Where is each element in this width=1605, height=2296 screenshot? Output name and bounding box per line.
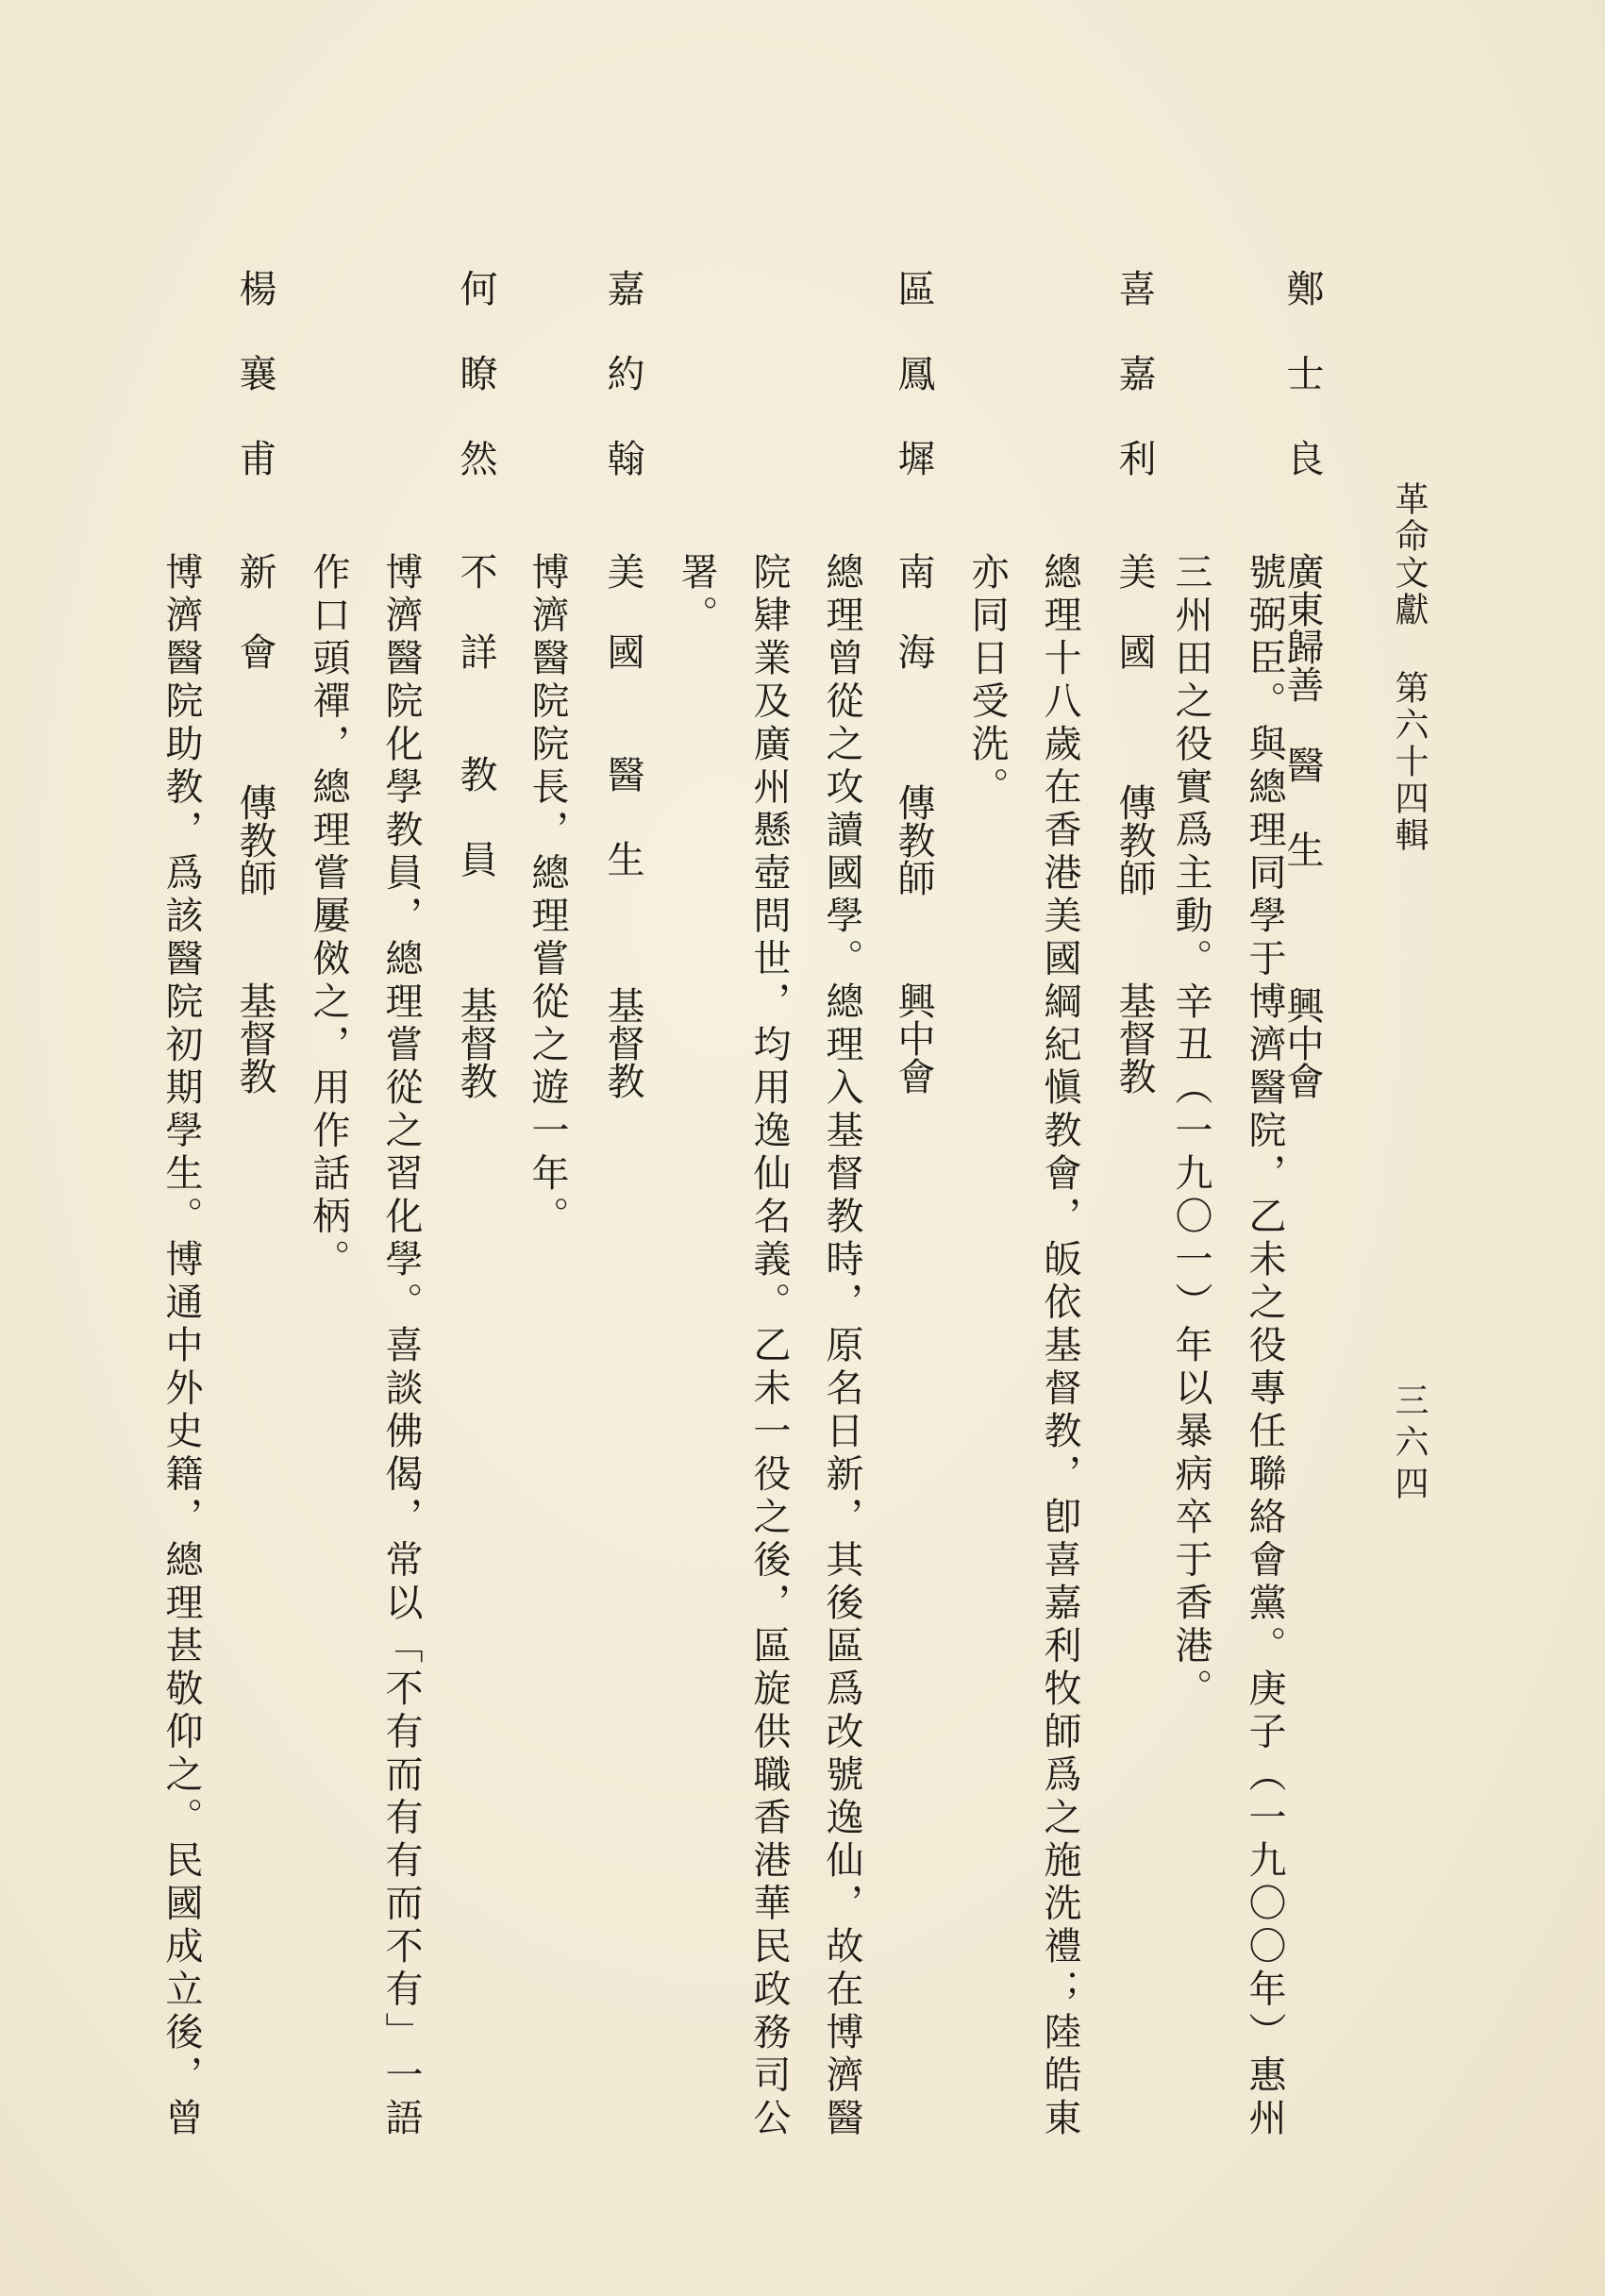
entry-name: 楊襄甫 (233, 269, 276, 524)
entry-text-line: 院肄業及廣州懸壺問世，均用逸仙名義。乙未一役之後，區旋供職香港華民政務司公 (747, 552, 791, 2141)
entry-name: 嘉約翰 (601, 269, 644, 524)
entry-affiliation: 基督教 (1112, 981, 1156, 1095)
entry-occupation: 醫生 (1280, 746, 1324, 915)
entry-origin: 廣東歸善 (1280, 552, 1324, 703)
page-number: 三六四 (1390, 1383, 1429, 1507)
entry-text-line: 博濟醫院助教，爲該醫院初期學生。博通中外史籍，總理甚敬仰之。民國成立後，曾 (159, 552, 203, 2141)
entry-occupation: 教員 (454, 755, 497, 925)
entry-name: 區鳳墀 (892, 269, 935, 524)
entry-origin: 美國 (1112, 552, 1156, 712)
entry-text-line: 三州田之役實爲主動。辛丑（一九〇一）年以暴病卒于香港。 (1169, 552, 1212, 1712)
entry-name: 喜嘉利 (1112, 269, 1156, 524)
entry-occupation: 傳教師 (233, 783, 276, 897)
entry-text-line: 總理十八歲在香港美國綱紀愼教會，皈依基督教，卽喜嘉利牧師爲之施洗禮；陸皓東 (1038, 552, 1081, 2141)
entry-occupation: 傳教師 (892, 783, 935, 897)
entry-text-line: 博濟醫院院長，總理嘗從之遊一年。 (526, 552, 569, 1239)
entry-origin: 不詳 (454, 552, 497, 712)
entry-text-line: 署。 (675, 552, 718, 638)
entry-text-line: 總理曾從之攻讀國學。總理入基督教時，原名日新，其後區爲改號逸仙，故在博濟醫 (820, 552, 863, 2141)
entry-origin: 新會 (233, 552, 276, 712)
entry-text-line: 亦同日受洗。 (965, 552, 1009, 810)
entry-affiliation: 興中會 (892, 981, 935, 1095)
entry-affiliation: 基督教 (233, 981, 276, 1095)
entry-text-line: 博濟醫院化學教員，總理嘗從之習化學。喜談佛偈，常以「不有而有有而不有」一語 (379, 552, 423, 2141)
entry-occupation: 傳教師 (1112, 783, 1156, 897)
entry-origin: 美國 (601, 552, 644, 712)
entry-affiliation: 基督教 (601, 986, 644, 1099)
entry-affiliation: 興中會 (1280, 986, 1324, 1099)
entry-text-line: 作口頭禪，總理嘗屢傚之，用作話柄。 (307, 552, 350, 1282)
entry-origin: 南海 (892, 552, 935, 712)
entry-occupation: 醫生 (601, 755, 644, 925)
entry-text-line: 號弼臣。與總理同學于博濟醫院，乙未之役專任聯絡會黨。庚子（一九〇〇年）惠州 (1243, 552, 1286, 2141)
entry-name: 鄭士良 (1280, 269, 1324, 524)
entry-name: 何瞭然 (454, 269, 497, 524)
entry-affiliation: 基督教 (454, 986, 497, 1099)
running-title: 革命文獻 第六十四輯 (1390, 481, 1429, 854)
